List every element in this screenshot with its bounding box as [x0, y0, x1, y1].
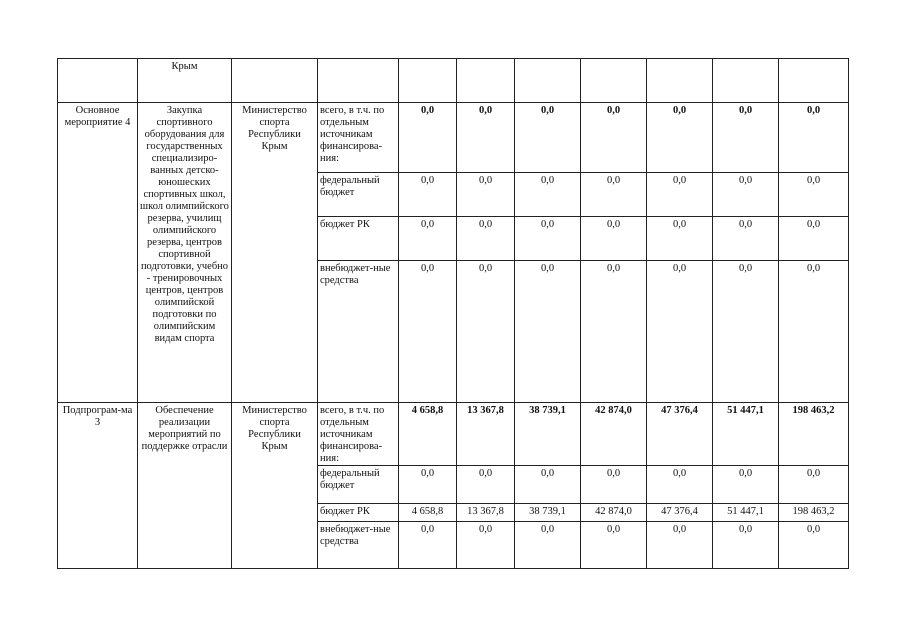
- funding-source-cell: федеральный бюджет: [318, 466, 399, 504]
- value-cell: 0,0: [399, 103, 457, 173]
- value-cell: 51 447,1: [713, 504, 779, 522]
- table-cell: [713, 59, 779, 103]
- value-cell: 0,0: [515, 522, 581, 569]
- value-cell: 0,0: [581, 173, 647, 217]
- value-cell: 0,0: [581, 261, 647, 403]
- value-cell: 0,0: [713, 261, 779, 403]
- table-cell: [318, 59, 399, 103]
- value-cell: 0,0: [581, 217, 647, 261]
- value-cell: 0,0: [457, 103, 515, 173]
- table-row: [58, 59, 849, 103]
- activity-code-cell: Основное мероприятие 4: [58, 103, 138, 403]
- activity-code-cell: Подпрограм-ма 3: [58, 403, 138, 569]
- value-cell: 0,0: [457, 466, 515, 504]
- value-cell: 0,0: [713, 522, 779, 569]
- activity-name-cell: Обеспечение реализации мероприятий по поддержке отрасли: [138, 403, 232, 569]
- value-cell: 42 874,0: [581, 504, 647, 522]
- table-cell: [581, 59, 647, 103]
- value-cell: 0,0: [779, 261, 849, 403]
- value-cell: 0,0: [515, 261, 581, 403]
- value-cell: 47 376,4: [647, 403, 713, 466]
- value-cell: 0,0: [515, 173, 581, 217]
- value-cell: 0,0: [581, 466, 647, 504]
- value-cell: 0,0: [457, 217, 515, 261]
- value-cell: 0,0: [779, 466, 849, 504]
- value-cell: 0,0: [779, 522, 849, 569]
- value-cell: 0,0: [713, 103, 779, 173]
- executor-cell: Министерство спорта Республики Крым: [232, 103, 318, 403]
- table-cell: [647, 59, 713, 103]
- value-cell: 38 739,1: [515, 403, 581, 466]
- value-cell: 0,0: [779, 173, 849, 217]
- value-cell: 0,0: [399, 522, 457, 569]
- value-cell: 0,0: [515, 217, 581, 261]
- value-cell: 198 463,2: [779, 403, 849, 466]
- table-cell: [399, 59, 457, 103]
- table-cell: Крым: [138, 59, 232, 103]
- funding-source-cell: бюджет РК: [318, 504, 399, 522]
- value-cell: 0,0: [713, 217, 779, 261]
- value-cell: 0,0: [399, 173, 457, 217]
- value-cell: 38 739,1: [515, 504, 581, 522]
- funding-source-cell: внебюджет-ные средства: [318, 522, 399, 569]
- table-cell: [779, 59, 849, 103]
- value-cell: 13 367,8: [457, 403, 515, 466]
- value-cell: 51 447,1: [713, 403, 779, 466]
- table-row: [58, 403, 849, 466]
- table-cell: [58, 59, 138, 103]
- value-cell: 0,0: [399, 466, 457, 504]
- value-cell: 4 658,8: [399, 504, 457, 522]
- value-cell: 0,0: [647, 466, 713, 504]
- value-cell: 0,0: [647, 261, 713, 403]
- budget-table: [57, 58, 849, 569]
- funding-source-cell: всего, в т.ч. по отдельным источникам финансирова-ния:: [318, 403, 399, 466]
- value-cell: 0,0: [647, 103, 713, 173]
- value-cell: 42 874,0: [581, 403, 647, 466]
- value-cell: 4 658,8: [399, 403, 457, 466]
- value-cell: 0,0: [713, 173, 779, 217]
- value-cell: 0,0: [457, 173, 515, 217]
- value-cell: 0,0: [647, 522, 713, 569]
- value-cell: 0,0: [581, 103, 647, 173]
- value-cell: 0,0: [457, 261, 515, 403]
- value-cell: 0,0: [581, 522, 647, 569]
- funding-source-cell: внебюджет-ные средства: [318, 261, 399, 403]
- value-cell: 0,0: [457, 522, 515, 569]
- funding-source-cell: всего, в т.ч. по отдельным источникам финансирова-ния:: [318, 103, 399, 173]
- value-cell: 0,0: [399, 261, 457, 403]
- funding-source-cell: федеральный бюджет: [318, 173, 399, 217]
- table-row: [58, 103, 849, 173]
- table-cell: [232, 59, 318, 103]
- value-cell: 0,0: [647, 173, 713, 217]
- value-cell: 0,0: [647, 217, 713, 261]
- funding-source-cell: бюджет РК: [318, 217, 399, 261]
- activity-name-cell: Закупка спортивного оборудования для государственных специализиро-ванных детско-юношеских спортивных школ, школ олимпийского резерва, училищ олимпийского резерва, центров спортивной подготовки, учебно - тренировочных центров, центров олимпийской подготовки по олимпийским видам спорта: [138, 103, 232, 403]
- table-cell: [515, 59, 581, 103]
- value-cell: 0,0: [713, 466, 779, 504]
- value-cell: 47 376,4: [647, 504, 713, 522]
- value-cell: 13 367,8: [457, 504, 515, 522]
- value-cell: 0,0: [515, 103, 581, 173]
- value-cell: 0,0: [779, 217, 849, 261]
- value-cell: 0,0: [779, 103, 849, 173]
- table-cell: [457, 59, 515, 103]
- value-cell: 0,0: [515, 466, 581, 504]
- value-cell: 0,0: [399, 217, 457, 261]
- executor-cell: Министерство спорта Республики Крым: [232, 403, 318, 569]
- value-cell: 198 463,2: [779, 504, 849, 522]
